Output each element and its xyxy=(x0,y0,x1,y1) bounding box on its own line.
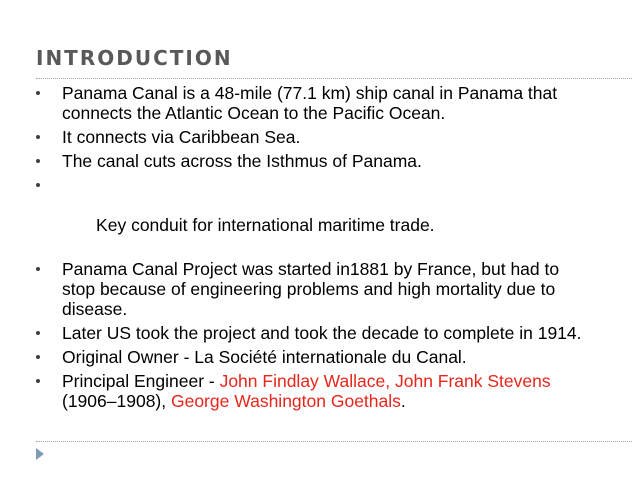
bullet-text: (1906–1908), xyxy=(62,391,171,411)
slide-title: INTRODUCTION xyxy=(36,46,233,70)
bullet-item xyxy=(36,83,596,123)
engineer-name-link-text: George Washington Goethals xyxy=(170,391,401,411)
bullet-text: Panama Canal is a 48-mile (77.1 km) ship canal in Panama that connects the Atlantic Ocean to the Pacific Ocean. xyxy=(62,83,558,123)
engineer-names-link-text: John Findlay Wallace, John Frank Stevens xyxy=(219,371,551,391)
bullet-dot-icon xyxy=(36,379,40,383)
bullet-dot-icon xyxy=(36,91,40,95)
bullet-dot-icon xyxy=(36,183,40,187)
bullet-text: Key conduit for international maritime trade. xyxy=(91,215,435,235)
footer-divider xyxy=(36,441,632,442)
bullet-item xyxy=(36,347,596,367)
bullet-text: Original Owner - La Société internationale du Canal. xyxy=(62,347,467,367)
bullet-item xyxy=(36,175,596,255)
bullet-dot-icon xyxy=(36,355,40,359)
bullet-text: Principal Engineer - xyxy=(62,371,220,391)
bullet-text: The canal cuts across the Isthmus of Panama. xyxy=(62,151,422,171)
bullet-item xyxy=(36,371,596,411)
bullet-item xyxy=(36,323,596,343)
title-divider xyxy=(36,78,632,79)
bullet-item xyxy=(36,127,596,147)
bullet-dot-icon xyxy=(36,135,40,139)
triangle-marker-icon xyxy=(36,448,44,460)
bullet-item xyxy=(36,151,596,171)
bullet-list xyxy=(36,83,596,415)
bullet-text: . xyxy=(400,391,406,411)
bullet-text: Later US took the project and took the decade to complete in 1914. xyxy=(62,323,582,343)
bullet-text: It connects via Caribbean Sea. xyxy=(62,127,301,147)
bullet-item xyxy=(36,259,596,319)
bullet-dot-icon xyxy=(36,331,40,335)
bullet-text: Panama Canal Project was started in1881 by France, but had to stop because of engineering problems and high mortality due to disease. xyxy=(62,259,560,319)
bullet-dot-icon xyxy=(36,159,40,163)
bullet-dot-icon xyxy=(36,267,40,271)
